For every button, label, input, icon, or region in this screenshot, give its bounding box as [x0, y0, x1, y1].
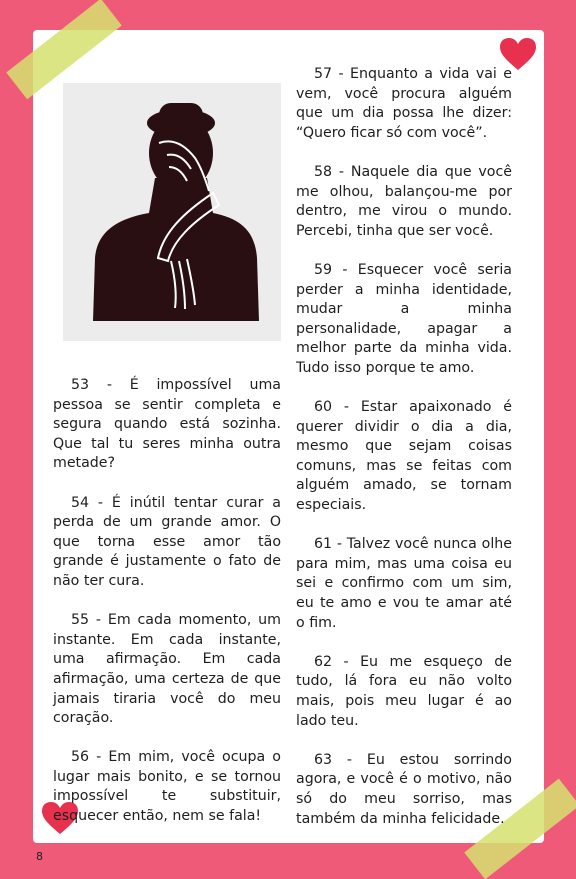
paragraph: 58 - Naquele dia que você me olhou, balançou-me por dentro, me virou o mundo. Percebi, tinha que ser você.: [296, 163, 512, 239]
paragraph: 53 - É impossível uma pessoa se sentir completa e segura quando está sozinha. Que tal tu seres minha outra metade?: [53, 377, 281, 472]
paragraph: 63 - Eu estou sorrindo agora, e você é o motivo, não só do meu sorriso, mas também da minha felicidade.: [296, 751, 512, 827]
paragraph: 54 - É inútil tentar curar a perda de um grande amor. O que torna esse amor tão grande é justamente o fato de não ter cura.: [53, 494, 281, 589]
paragraph: 60 - Estar apaixonado é querer dividir o dia a dia, mesmo que sejam coisas comuns, mas se feitas com alguém amado, se tornam especiais.: [296, 399, 512, 514]
paragraph: 62 - Eu me esqueço de tudo, lá fora eu não volto mais, pois meu lugar é ao lado teu.: [296, 653, 512, 729]
embrace-silhouette-icon: [63, 83, 281, 341]
paragraph: 59 - Esquecer você seria perder a minha identidade, mudar a minha personalidade, apagar a melhor parte da minha vida. Tudo isso porque te amo.: [296, 261, 512, 376]
embrace-silhouette-image: [63, 83, 281, 341]
paragraph: 57 - Enquanto a vida vai e vem, você procura alguém que um dia possa lhe dizer: “Quero ficar só com você”.: [296, 66, 512, 141]
paragraph: 55 - Em cada momento, um instante. Em cada instante, uma afirmação. Em cada afirmação, uma certeza de que jamais tiraria você do meu coração.: [53, 612, 281, 727]
text-column-left: [53, 376, 281, 846]
paragraph: 61 - Talvez você nunca olhe para mim, mas uma coisa eu sei e confirmo com um sim, eu te amo e vou te amar até o fim.: [296, 536, 512, 631]
text-column-right: [296, 65, 512, 849]
page-number: 8: [36, 850, 43, 863]
paragraph: 56 - Em mim, você ocupa o lugar mais bonito, e se tornou impossível te substituir, esquecer então, nem se fala!: [53, 749, 281, 825]
